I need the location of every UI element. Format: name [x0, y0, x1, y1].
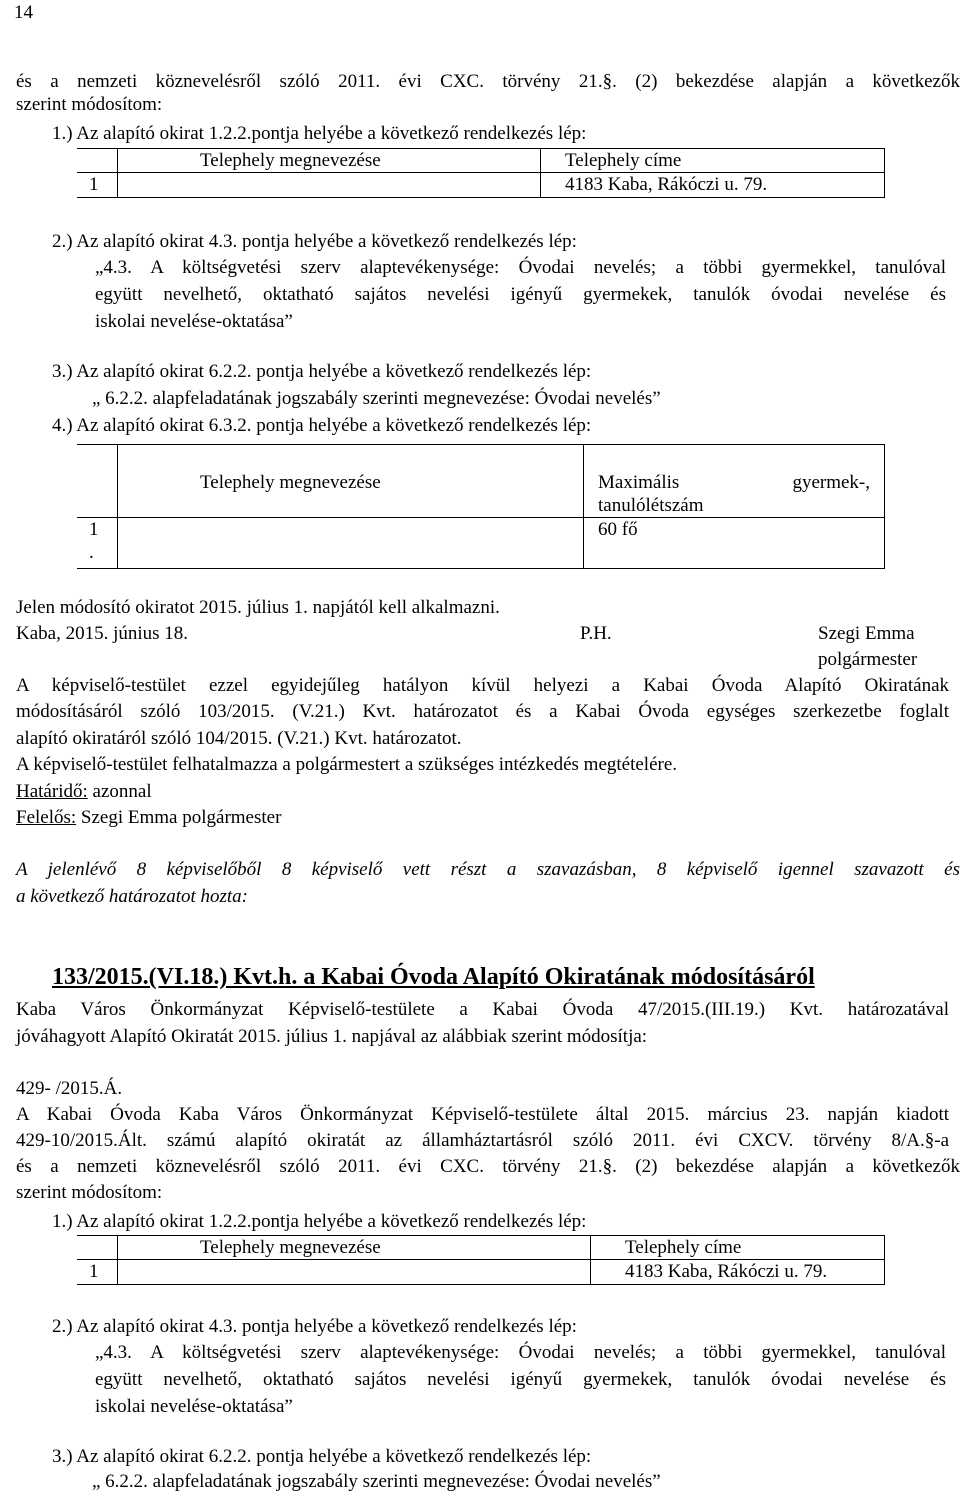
- site-table-1: [77, 148, 885, 198]
- effective-date-text: Jelen módosító okiratot 2015. július 1. napjától kell alkalmazni.: [16, 597, 500, 618]
- table-header-site-name: Telephely megnevezése: [118, 445, 584, 518]
- capacity-header-a: Maximális: [598, 472, 680, 493]
- resolution-body-line-4: szerint módosítom:: [16, 1182, 163, 1203]
- site-table-2: [77, 1235, 885, 1285]
- resolution-intro-line-1: Kaba Város Önkormányzat Képviselő-testülete a Kabai Óvoda 47/2015.(III.19.) Kvt. határozatával: [16, 999, 949, 1020]
- table-row-number: 1: [77, 1260, 118, 1285]
- deadline-value: azonnal: [87, 781, 152, 802]
- item-4-heading: 4.) Az alapító okirat 6.3.2. pontja helyébe a következő rendelkezés lép:: [52, 415, 592, 436]
- authorization-text: A képviselő-testület felhatalmazza a polgármestert a szükséges intézkedés megtételére.: [16, 754, 678, 775]
- repeal-text-line-3: alapító okiratáról szóló 104/2015. (V.21.) Kvt. határozatot.: [16, 728, 462, 749]
- responsible-label: Felelős:: [16, 807, 77, 828]
- table-cell: [77, 149, 118, 173]
- table-cell: [118, 173, 541, 198]
- vote-text-line-2: a következő határozatot hozta:: [16, 886, 249, 907]
- signature-place-date: Kaba, 2015. június 18.: [16, 623, 189, 644]
- vote-text-line-1: A jelenlévő 8 képviselőből 8 képviselő vett részt a szavazásban, 8 képviselő igennel szavazott és: [16, 859, 960, 880]
- table-header-site-address: Telephely címe: [541, 149, 885, 173]
- item-2-heading: 2.) Az alapító okirat 4.3. pontja helyébe a következő rendelkezés lép:: [52, 231, 577, 252]
- intro-line-1: és a nemzeti köznevelésről szóló 2011. évi CXC. törvény 21.§. (2) bekezdése alapján a következők: [16, 71, 960, 92]
- item-2-text-line-1: „4.3. A költségvetési szerv alaptevékenysége: Óvodai nevelés; a többi gyermekkel, tanulóval: [95, 257, 946, 278]
- document-number: 429- /2015.Á.: [16, 1078, 123, 1099]
- signatory-name: Szegi Emma: [818, 623, 915, 644]
- responsible-value: Szegi Emma polgármester: [76, 807, 282, 828]
- resolution-item-3-text: „ 6.2.2. alapfeladatának jogszabály szerinti megnevezése: Óvodai nevelés”: [92, 1471, 661, 1492]
- resolution-item-2-heading: 2.) Az alapító okirat 4.3. pontja helyébe a következő rendelkezés lép:: [52, 1316, 577, 1337]
- item-1-heading: 1.) Az alapító okirat 1.2.2.pontja helyébe a következő rendelkezés lép:: [52, 123, 587, 144]
- row-number-b: .: [89, 542, 94, 563]
- table-cell: [118, 518, 584, 569]
- resolution-item-2-line-2: együtt nevelhető, oktatható sajátos nevelési igényű gyermekek, tanulók óvodai nevelése és: [95, 1369, 946, 1390]
- table-cell: [118, 1260, 591, 1285]
- table-row-number: [77, 518, 118, 569]
- page-number: 14: [14, 2, 33, 23]
- table-cell-address: 4183 Kaba, Rákóczi u. 79.: [541, 173, 885, 198]
- resolution-body-line-1: A Kabai Óvoda Kaba Város Önkormányzat Képviselő-testülete által 2015. március 23. napján kiadott: [16, 1104, 949, 1125]
- table-row-number: 1: [77, 173, 118, 198]
- responsible-line: [16, 806, 281, 829]
- seal-mark: P.H.: [580, 623, 612, 644]
- table-header-site-address: Telephely címe: [591, 1236, 885, 1260]
- deadline-label: Határidő:: [16, 781, 88, 802]
- item-3-heading: 3.) Az alapító okirat 6.2.2. pontja helyébe a következő rendelkezés lép:: [52, 361, 592, 382]
- table-header-capacity: [584, 445, 885, 518]
- item-2-text-line-2: együtt nevelhető, oktatható sajátos nevelési igényű gyermekek, tanulók óvodai nevelése és: [95, 284, 946, 305]
- table-header-site-name: Telephely megnevezése: [118, 149, 541, 173]
- resolution-item-1-heading: 1.) Az alapító okirat 1.2.2.pontja helyébe a következő rendelkezés lép:: [52, 1211, 587, 1232]
- intro-line-2: szerint módosítom:: [16, 94, 163, 115]
- repeal-text-line-2: módosításáról szóló 103/2015. (V.21.) Kvt. határozatot és a Kabai Óvoda egységes szerkezetbe foglalt: [16, 701, 949, 722]
- table-cell: [77, 1236, 118, 1260]
- row-number-a: 1: [89, 519, 99, 540]
- repeal-text-line-1: A képviselő-testület ezzel egyidejűleg hatályon kívül helyezi a Kabai Óvoda Alapító Okiratának: [16, 675, 949, 696]
- resolution-body-line-3: és a nemzeti köznevelésről szóló 2011. évi CXC. törvény 21.§. (2) bekezdése alapján a következők: [16, 1156, 960, 1177]
- resolution-item-3-heading: 3.) Az alapító okirat 6.2.2. pontja helyébe a következő rendelkezés lép:: [52, 1446, 592, 1467]
- capacity-table: [77, 444, 885, 569]
- table-cell-capacity: 60 fő: [584, 518, 885, 569]
- capacity-header-c: tanulólétszám: [598, 495, 704, 516]
- resolution-title: 133/2015.(VI.18.) Kvt.h. a Kabai Óvoda Alapító Okiratának módosításáról: [52, 964, 815, 990]
- resolution-item-2-line-1: „4.3. A költségvetési szerv alaptevékenysége: Óvodai nevelés; a többi gyermekkel, tanulóval: [95, 1342, 946, 1363]
- table-cell: [77, 445, 118, 518]
- signatory-title: polgármester: [818, 649, 918, 670]
- resolution-intro-line-2: jóváhagyott Alapító Okiratát 2015. július 1. napjával az alábbiak szerint módosítja:: [16, 1026, 648, 1047]
- item-3-text: „ 6.2.2. alapfeladatának jogszabály szerinti megnevezése: Óvodai nevelés”: [92, 388, 661, 409]
- capacity-header-b: gyermek-,: [792, 472, 870, 493]
- table-cell-address: 4183 Kaba, Rákóczi u. 79.: [591, 1260, 885, 1285]
- resolution-body-line-2: 429-10/2015.Ált. számú alapító okiratát az államháztartásról szóló 2011. évi CXCV. törvény 8/A.§-a: [16, 1130, 949, 1151]
- resolution-item-2-line-3: iskolai nevelése-oktatása”: [95, 1396, 293, 1417]
- table-header-site-name: Telephely megnevezése: [118, 1236, 591, 1260]
- deadline-line: [16, 780, 152, 803]
- item-2-text-line-3: iskolai nevelése-oktatása”: [95, 311, 293, 332]
